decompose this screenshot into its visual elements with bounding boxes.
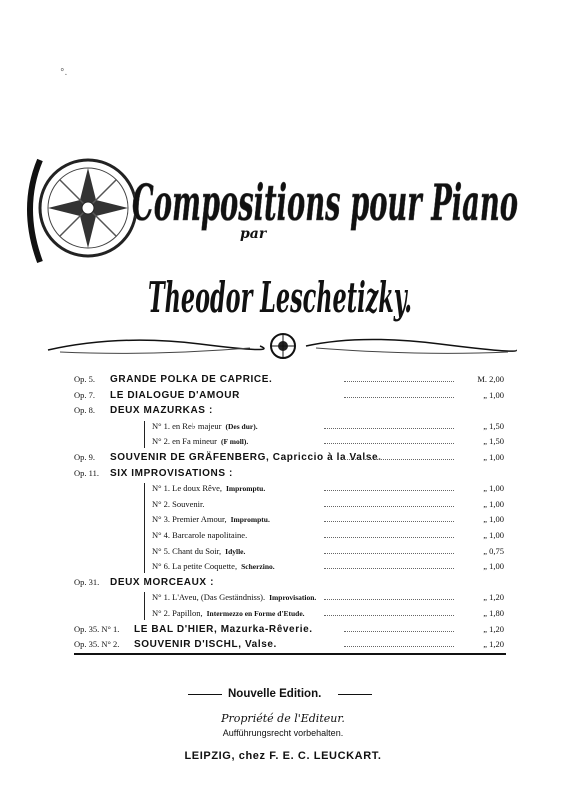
catalog-row — [74, 434, 504, 450]
catalog-row — [74, 637, 504, 653]
price: „ 1,00 — [483, 514, 504, 525]
edition-rule-left — [188, 694, 222, 695]
ornamental-initial — [30, 160, 136, 262]
catalog-row — [74, 590, 504, 606]
piece-description: (Des dur). — [225, 421, 258, 431]
piece-title — [152, 512, 270, 528]
publisher: LEIPZIG, chez F. E. C. LEUCKART. — [184, 750, 382, 762]
title-block — [0, 0, 566, 360]
work-title: SOUVENIR D'ISCHL, Valse. — [134, 639, 277, 651]
piece-title — [152, 434, 248, 450]
price: „ 1,00 — [483, 498, 504, 509]
piece-name: N° 1. Le doux Rêve, — [152, 483, 222, 494]
leader-dots — [344, 388, 454, 398]
work-title: LE DIALOGUE D'AMOUR — [110, 389, 240, 401]
title-author: Theodor Leschetizky. — [148, 273, 412, 322]
opus-number: Op. 11. — [74, 467, 99, 478]
catalog-row — [74, 622, 504, 638]
catalog-row — [74, 559, 504, 575]
piece-description: Idylle. — [225, 546, 246, 556]
catalog-row — [74, 450, 504, 466]
leader-dots — [324, 481, 454, 491]
catalog-row — [74, 388, 504, 404]
edition-rule-right — [338, 694, 372, 695]
piece-title — [152, 544, 245, 560]
price: „ 1,00 — [483, 451, 504, 462]
leader-dots — [344, 622, 454, 632]
work-title: DEUX MORCEAUX : — [110, 576, 215, 588]
piece-description: Impromptu. — [230, 515, 270, 525]
catalog-row — [74, 372, 504, 388]
edition-label: Nouvelle Edition. — [228, 688, 322, 700]
leader-dots — [324, 528, 454, 538]
price: „ 1,20 — [483, 623, 504, 634]
price: „ 1,00 — [483, 561, 504, 572]
leader-dots — [324, 434, 454, 444]
work-title: LE BAL D'HIER, Mazurka-Rêverie. — [134, 623, 313, 635]
catalog-row — [74, 497, 504, 513]
catalog-list — [74, 372, 504, 653]
catalog-row — [74, 544, 504, 560]
piece-name: N° 6. La petite Coquette, — [152, 561, 238, 572]
leader-dots — [344, 637, 454, 647]
piece-description: (F moll). — [221, 437, 249, 447]
catalog-row — [74, 419, 504, 435]
opus-number: Op. 9. — [74, 451, 96, 462]
piece-title — [152, 559, 275, 575]
price: „ 1,20 — [483, 592, 504, 603]
property-notice: Propriété de l'Editeur. — [221, 712, 345, 725]
work-title: SIX IMPROVISATIONS : — [110, 467, 233, 479]
catalog-row — [74, 528, 504, 544]
piece-name: N° 1. en Re♭ majeur — [152, 420, 222, 431]
opus-number: Op. 7. — [74, 389, 96, 400]
underline-op35 — [74, 653, 506, 655]
leader-dots — [324, 590, 454, 600]
price: „ 1,50 — [483, 436, 504, 447]
piece-title — [152, 481, 265, 497]
leader-dots — [324, 544, 454, 554]
rights-reserved: Aufführungsrecht vorbehalten. — [222, 728, 344, 738]
group-bracket — [144, 592, 145, 619]
piece-name: N° 3. Premier Amour, — [152, 514, 227, 525]
leader-dots — [344, 450, 454, 460]
piece-description: Impromptu. — [225, 484, 266, 494]
price: „ 1,00 — [483, 389, 504, 400]
group-bracket — [144, 483, 145, 573]
piece-name: N° 1. L'Aveu, (Das Geständniss). — [152, 592, 266, 603]
catalog-row — [74, 575, 504, 591]
opus-number: Op. 8. — [74, 405, 96, 416]
opus-number: Op. 35. N° 1. — [74, 623, 120, 634]
work-title: GRANDE POLKA DE CAPRICE. — [110, 374, 273, 385]
leader-dots — [324, 606, 454, 616]
corner-mark: °. — [60, 68, 68, 78]
piece-name: N° 2. en Fa mineur — [152, 436, 218, 447]
work-title: SOUVENIR DE GRÄFENBERG, Capriccio à la Valse. — [110, 451, 382, 463]
piece-description: Scherzino. — [241, 562, 275, 572]
piece-title — [152, 419, 258, 435]
group-bracket — [144, 421, 145, 448]
opus-number: Op. 31. — [74, 576, 100, 587]
catalog-row — [74, 606, 504, 622]
price: „ 1,20 — [483, 639, 504, 650]
catalog-row — [74, 512, 504, 528]
opus-number: Op. 35. N° 2. — [74, 639, 120, 650]
leader-dots — [324, 419, 454, 429]
piece-title — [152, 497, 209, 513]
opus-number: Op. 5. — [74, 374, 96, 384]
price: „ 0,75 — [483, 545, 504, 556]
piece-name: N° 4. Barcarole napolitaine. — [152, 529, 248, 540]
title-line1: Compositions pour Piano — [132, 173, 518, 232]
piece-name: N° 2. Souvenir. — [152, 498, 205, 509]
price: „ 1,80 — [483, 607, 504, 618]
piece-title — [152, 528, 251, 544]
price: „ 1,50 — [483, 420, 504, 431]
catalog-row — [74, 466, 504, 482]
work-title: DEUX MAZURKAS : — [110, 405, 213, 417]
piece-name: N° 2. Papillon, — [152, 607, 203, 618]
piece-title — [152, 606, 305, 622]
leader-dots — [344, 372, 454, 382]
catalog-row — [74, 481, 504, 497]
price: M. 2,00 — [477, 374, 504, 384]
leader-dots — [324, 497, 454, 507]
title-par: par — [240, 226, 267, 242]
price: „ 1,00 — [483, 529, 504, 540]
piece-description: Improvisation. — [269, 593, 317, 603]
leader-dots — [324, 512, 454, 522]
leader-dots — [324, 559, 454, 569]
piece-description: Intermezzo en Forme d'Etude. — [206, 608, 305, 618]
ornamental-divider — [48, 334, 516, 358]
catalog-row — [74, 403, 504, 419]
price: „ 1,00 — [483, 483, 504, 494]
piece-name: N° 5. Chant du Soir, — [152, 545, 222, 556]
piece-title — [152, 590, 316, 606]
